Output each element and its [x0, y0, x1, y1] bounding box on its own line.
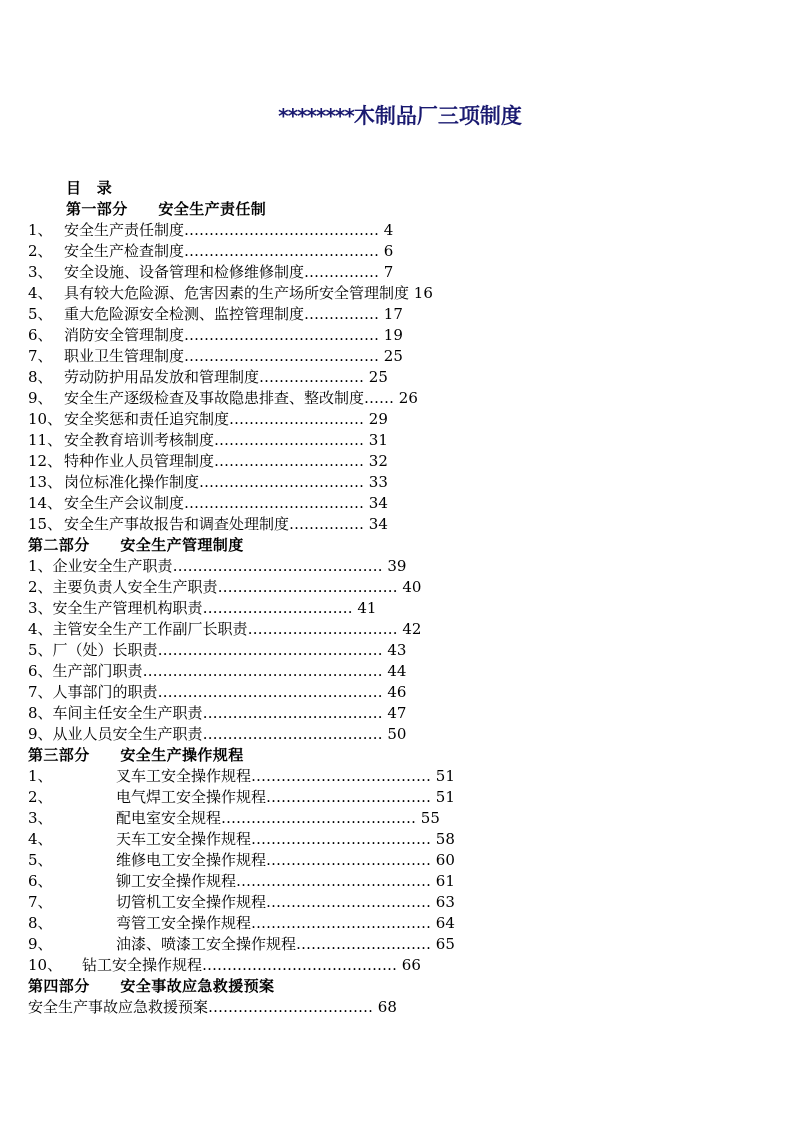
- toc-dot-leader: ………………………………: [217, 578, 398, 596]
- toc-dot-leader: ………………………: [296, 935, 432, 953]
- toc-entry-page-number: 34: [368, 515, 388, 533]
- toc-entry[interactable]: [0, 871, 800, 892]
- toc-entry-page-number: 39: [387, 557, 407, 575]
- toc-dot-leader: ……………………………: [208, 998, 374, 1016]
- toc-entry-number: 2、: [28, 242, 53, 260]
- toc-entry-page-number: 6: [383, 242, 394, 260]
- toc-entry[interactable]: [0, 577, 800, 598]
- toc-entry-label: 职业卫生管理制度: [64, 347, 185, 365]
- toc-entry-number: 8、: [28, 914, 53, 932]
- toc-dot-leader: ……………………………………: [172, 557, 383, 575]
- toc-entry[interactable]: [0, 556, 800, 577]
- toc-section-part-three: [0, 745, 800, 976]
- toc-entry-label: 从业人员安全生产职责: [52, 725, 203, 743]
- table-of-contents: [0, 178, 800, 1018]
- toc-entry[interactable]: [0, 472, 800, 493]
- part-heading-part-three: 第三部分 安全生产操作规程: [28, 746, 244, 764]
- toc-entry[interactable]: [0, 409, 800, 430]
- part-heading-part-one: 第一部分 安全生产责任制: [66, 200, 267, 218]
- toc-entry[interactable]: [0, 787, 800, 808]
- toc-entry-label: 消防安全管理制度: [64, 326, 185, 344]
- toc-entry-label: 安全生产检查制度: [64, 242, 185, 260]
- toc-entry-label: 安全奖惩和责任追究制度: [64, 410, 230, 428]
- toc-entry-page-number: 26: [398, 389, 418, 407]
- toc-entry-page-number: 25: [383, 347, 403, 365]
- toc-entry-number: 8、: [28, 368, 53, 386]
- toc-entry-page-number: 64: [435, 914, 455, 932]
- toc-dot-leader: ………………………………………: [157, 641, 383, 659]
- toc-entry[interactable]: [0, 934, 800, 955]
- toc-entry-number: 12、: [28, 452, 63, 470]
- toc-entry-number: 7、: [28, 893, 53, 911]
- toc-dot-leader: ……………………………: [266, 851, 432, 869]
- toc-entry-number: 9、: [28, 935, 53, 953]
- toc-dot-leader: ………………………………: [251, 767, 432, 785]
- toc-entry-label: 主要负责人安全生产职责: [52, 578, 218, 596]
- toc-dot-leader: ……………………………: [266, 893, 432, 911]
- toc-entry-label: 安全生产事故应急救援预案: [28, 998, 209, 1016]
- toc-entry[interactable]: [0, 703, 800, 724]
- toc-dot-leader: …………………………………: [202, 956, 398, 974]
- toc-dot-leader: …………………………………………: [142, 662, 383, 680]
- toc-dot-leader: ……………: [304, 263, 380, 281]
- toc-entry[interactable]: [0, 955, 800, 976]
- toc-entry-label: 弯管工安全操作规程: [116, 914, 252, 932]
- toc-entry-label: 主管安全生产工作副厂长职责: [52, 620, 248, 638]
- toc-dot-leader: …………………………: [247, 620, 398, 638]
- toc-dot-leader: …………………………………: [184, 221, 380, 239]
- toc-entry-page-number: 50: [387, 725, 407, 743]
- toc-entry-page-number: 68: [377, 998, 397, 1016]
- toc-entry-number: 1、: [28, 767, 53, 785]
- toc-entry-number: 8、: [28, 704, 53, 722]
- toc-entry-label: 具有较大危险源、危害因素的生产场所安全管理制度: [64, 284, 410, 302]
- part-heading-part-four: 第四部分 安全事故应急救援预案: [28, 977, 275, 995]
- toc-entry[interactable]: [0, 220, 800, 241]
- toc-entry[interactable]: [0, 640, 800, 661]
- toc-entry[interactable]: [0, 325, 800, 346]
- toc-entry-number: 1、: [28, 557, 53, 575]
- toc-entry[interactable]: [0, 346, 800, 367]
- toc-dot-leader: ………………………: [229, 410, 365, 428]
- toc-entry-number: 7、: [28, 683, 53, 701]
- toc-dot-leader: ………………………………: [251, 914, 432, 932]
- toc-dot-leader: ……………: [304, 305, 380, 323]
- toc-entry-page-number: 51: [435, 788, 455, 806]
- toc-entry-label: 安全生产责任制度: [64, 221, 185, 239]
- toc-dot-leader: …………………………: [214, 431, 365, 449]
- toc-entry[interactable]: [0, 997, 800, 1018]
- toc-dot-leader: …………………………: [202, 599, 353, 617]
- toc-entry-page-number: 31: [368, 431, 388, 449]
- toc-entry-number: 10、: [28, 410, 63, 428]
- toc-entry-number: 9、: [28, 389, 53, 407]
- toc-entry-number: 5、: [28, 641, 53, 659]
- toc-section-part-two: [0, 535, 800, 745]
- toc-dot-leader: ……………………………: [266, 788, 432, 806]
- toc-entry[interactable]: [0, 430, 800, 451]
- toc-dot-leader: …………………: [259, 368, 365, 386]
- toc-entry-page-number: 47: [387, 704, 407, 722]
- toc-entry-label: 安全教育培训考核制度: [64, 431, 215, 449]
- toc-entry-page-number: 34: [368, 494, 388, 512]
- toc-entry-page-number: 44: [387, 662, 407, 680]
- toc-entry-page-number: 32: [368, 452, 388, 470]
- toc-dot-leader: ………………………………………: [157, 683, 383, 701]
- toc-dot-leader: ………………………………: [251, 830, 432, 848]
- toc-dot-leader: ……………………………: [199, 473, 365, 491]
- toc-entry[interactable]: [0, 367, 800, 388]
- toc-entry-number: 2、: [28, 578, 53, 596]
- toc-entry-page-number: 16: [413, 284, 433, 302]
- toc-entry-label: 厂（处）长职责: [52, 641, 158, 659]
- toc-entry-number: 7、: [28, 347, 53, 365]
- toc-entry-label: 劳动防护用品发放和管理制度: [64, 368, 260, 386]
- toc-entry[interactable]: [0, 241, 800, 262]
- title-text: 木制品厂三项制度: [353, 103, 522, 128]
- toc-entry-number: 5、: [28, 851, 53, 869]
- toc-entry-number: 6、: [28, 872, 53, 890]
- toc-dot-leader: …………………………: [214, 452, 365, 470]
- toc-entry-label: 油漆、喷漆工安全操作规程: [116, 935, 297, 953]
- toc-entry-number: 3、: [28, 599, 53, 617]
- toc-entry-page-number: 65: [435, 935, 455, 953]
- toc-entry-label: 安全设施、设备管理和检修维修制度: [64, 263, 305, 281]
- toc-entry-number: 6、: [28, 662, 53, 680]
- toc-entry-label: 人事部门的职责: [52, 683, 158, 701]
- toc-entry-label: 安全生产管理机构职责: [52, 599, 203, 617]
- toc-entry-label: 配电室安全规程: [116, 809, 222, 827]
- toc-entry-page-number: 51: [435, 767, 455, 785]
- toc-entry-label: 岗位标准化操作制度: [64, 473, 200, 491]
- toc-entry-number: 11、: [28, 431, 63, 449]
- toc-section-part-one: [0, 199, 800, 535]
- toc-entry-number: 3、: [28, 809, 53, 827]
- toc-dot-leader: …………………………………: [236, 872, 432, 890]
- toc-entry-label: 安全生产会议制度: [64, 494, 185, 512]
- toc-entry-page-number: 46: [387, 683, 407, 701]
- toc-entry-number: 3、: [28, 263, 53, 281]
- toc-entry-label: 生产部门职责: [52, 662, 143, 680]
- toc-dot-leader: …………………………………: [221, 809, 417, 827]
- toc-entry-label: 钻工安全操作规程: [82, 956, 203, 974]
- toc-entry-page-number: 61: [435, 872, 455, 890]
- toc-entry[interactable]: [0, 913, 800, 934]
- part-heading-part-two: 第二部分 安全生产管理制度: [28, 536, 244, 554]
- toc-entry[interactable]: [0, 619, 800, 640]
- toc-dot-leader: ……………: [289, 515, 365, 533]
- toc-entry-page-number: 60: [435, 851, 455, 869]
- toc-entry-number: 4、: [28, 284, 53, 302]
- toc-entry[interactable]: [0, 388, 800, 409]
- toc-dot-leader: …………………………………: [184, 326, 380, 344]
- toc-entry-page-number: 19: [383, 326, 403, 344]
- toc-entry-page-number: 29: [368, 410, 388, 428]
- toc-entry-label: 电气焊工安全操作规程: [116, 788, 267, 806]
- toc-entry-page-number: 43: [387, 641, 407, 659]
- toc-entry-page-number: 17: [383, 305, 403, 323]
- toc-entry-number: 9、: [28, 725, 53, 743]
- toc-entry-page-number: 25: [368, 368, 388, 386]
- toc-dot-leader: …………………………………: [184, 347, 380, 365]
- toc-entry-page-number: 4: [383, 221, 394, 239]
- toc-entry-page-number: 40: [402, 578, 422, 596]
- toc-entry-label: 维修电工安全操作规程: [116, 851, 267, 869]
- toc-entry-label: 天车工安全操作规程: [116, 830, 252, 848]
- toc-entry-number: 1、: [28, 221, 53, 239]
- toc-entry-label: 叉车工安全操作规程: [116, 767, 252, 785]
- toc-entry[interactable]: [0, 766, 800, 787]
- toc-entry[interactable]: [0, 892, 800, 913]
- toc-entry-page-number: 63: [435, 893, 455, 911]
- toc-entry[interactable]: [0, 661, 800, 682]
- toc-heading: 目 录: [66, 179, 113, 197]
- toc-entry[interactable]: [0, 850, 800, 871]
- toc-entry-number: 14、: [28, 494, 63, 512]
- toc-entry[interactable]: [0, 808, 800, 829]
- toc-entry-page-number: 33: [368, 473, 388, 491]
- toc-dot-leader: ………………………………: [202, 725, 383, 743]
- title-asterisks: ********: [278, 104, 354, 128]
- toc-entry-page-number: 66: [401, 956, 421, 974]
- toc-dot-leader: ………………………………: [202, 704, 383, 722]
- toc-entry-page-number: 41: [357, 599, 377, 617]
- toc-entry-page-number: 55: [420, 809, 440, 827]
- toc-sections: [0, 199, 800, 1018]
- toc-entry-number: 13、: [28, 473, 63, 491]
- toc-entry[interactable]: [0, 829, 800, 850]
- toc-entry-label: 安全生产逐级检查及事故隐患排查、整改制度: [64, 389, 365, 407]
- toc-dot-leader: ………………………………: [184, 494, 365, 512]
- toc-entry-number: 15、: [28, 515, 63, 533]
- toc-entry-number: 5、: [28, 305, 53, 323]
- toc-entry-number: 2、: [28, 788, 53, 806]
- toc-entry-label: 切管机工安全操作规程: [116, 893, 267, 911]
- toc-entry-number: 4、: [28, 620, 53, 638]
- page-title: [0, 100, 800, 130]
- toc-entry-label: 车间主任安全生产职责: [52, 704, 203, 722]
- toc-entry[interactable]: [0, 682, 800, 703]
- toc-entry[interactable]: [0, 493, 800, 514]
- toc-entry[interactable]: [0, 451, 800, 472]
- toc-entry[interactable]: [0, 514, 800, 535]
- toc-entry-number: 6、: [28, 326, 53, 344]
- toc-dot-leader: …………………………………: [184, 242, 380, 260]
- toc-entry-label: 安全生产事故报告和调查处理制度: [64, 515, 290, 533]
- toc-entry[interactable]: [0, 283, 800, 304]
- toc-entry[interactable]: [0, 262, 800, 283]
- toc-entry[interactable]: [0, 304, 800, 325]
- toc-entry-label: 重大危险源安全检测、监控管理制度: [64, 305, 305, 323]
- toc-section-part-four: [0, 976, 800, 1018]
- toc-entry[interactable]: [0, 724, 800, 745]
- toc-entry-page-number: 58: [435, 830, 455, 848]
- toc-entry-label: 企业安全生产职责: [52, 557, 173, 575]
- toc-entry-number: 10、: [28, 956, 63, 974]
- toc-entry[interactable]: [0, 598, 800, 619]
- toc-entry-label: 特种作业人员管理制度: [64, 452, 215, 470]
- toc-entry-number: 4、: [28, 830, 53, 848]
- toc-dot-leader: ……: [364, 389, 395, 407]
- toc-entry-page-number: 7: [383, 263, 394, 281]
- toc-entry-label: 铆工安全操作规程: [116, 872, 237, 890]
- toc-entry-page-number: 42: [402, 620, 422, 638]
